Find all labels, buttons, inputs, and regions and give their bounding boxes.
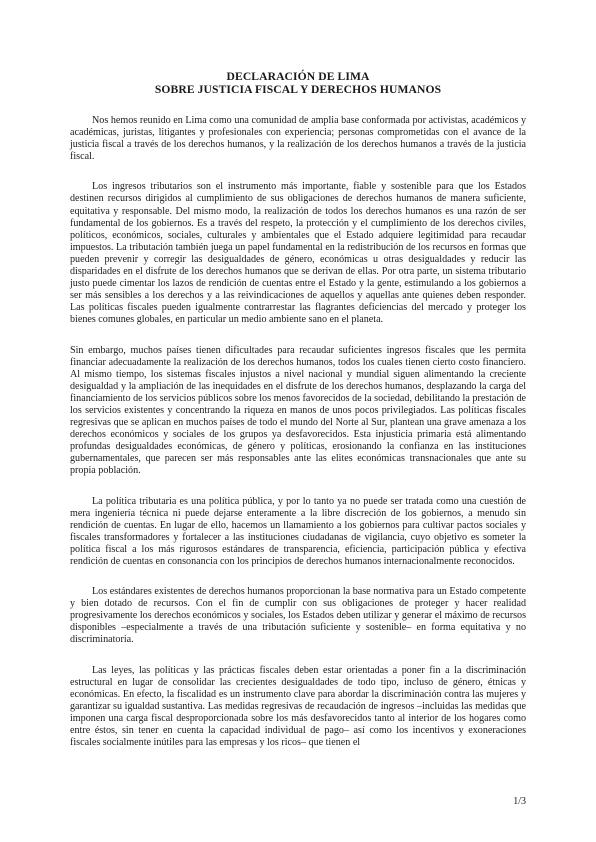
- paragraph-tax-policy: La política tributaria es una política pública, y por lo tanto ya no puede ser tratada como una cuestión de mera ingeniería técnica ni puede dejarse enteramente a la libre discreción de los gobiernos, a menudo sin rendición de cuentas. En lugar de ello, hacemos un llamamiento a los gobiernos para cultivar pactos sociales y fiscales transformadores y fortalecer a las instituciones ciudadanas de vigilancia, cuyo objetivo es someter la política fiscal a los más rigurosos estándares de transparencia, eficiencia, participación pública y efectiva rendición de cuentas en consonancia con los principios de derechos humanos internacionalmente reconocidos.: [70, 495, 526, 567]
- document-header: [0, 70, 596, 96]
- document-title: DECLARACIÓN DE LIMA: [226, 70, 370, 83]
- paragraph-standards: Los estándares existentes de derechos humanos proporcionan la base normativa para un Estado competente y bien dotado de recursos. Con el fin de cumplir con sus obligaciones de proteger y hacer realidad progresivamente los derechos económicos y sociales, los Estados deben utilizar y generar el máximo de recursos disponibles –especialmente a través de una tributación suficiente y sostenible– en forma equitativa y no discriminatoria.: [70, 586, 526, 646]
- paragraph-intro: Nos hemos reunido en Lima como una comunidad de amplia base conformada por activistas, académicos y académicas, juristas, litigantes y profesionales con experiencia; personas comprometidas con el avance de la justicia fiscal a través de los derechos humanos, y la realización de los derechos humanos a través de la justicia fiscal.: [70, 115, 526, 163]
- paragraph-difficulties: Sin embargo, muchos países tienen dificultades para recaudar suficientes ingresos fiscales que les permita financiar adecuadamente la realización de los derechos humanos, todos los cuales tienen cierto costo financiero. Al mismo tiempo, los sistemas fiscales injustos a nivel nacional y mundial siguen alimentando la creciente desigualdad y la ampliación de las inequidades en el disfrute de los derechos humanos, desplazando la carga del financiamiento de los servicios públicos sobre los menos favorecidos de la sociedad, debilitando la prestación de los servicios existentes y concentrando la riqueza en manos de unos pocos privilegiados. Las políticas fiscales regresivas que se aplican en muchos países de todo el mundo del Norte al Sur, plantean una grave amenaza a los derechos económicos y sociales de los grupos ya desfavorecidos. Esta injusticia primaria está alimentando profundas desigualdades económicas, de género y políticas, erosionando la confianza en las instituciones gubernamentales, que parecen ser más responsables ante las elites económicas transnacionales que ante su propia población.: [70, 344, 526, 477]
- paragraph-laws: Las leyes, las políticas y las prácticas fiscales deben estar orientadas a poner fin a la discriminación estructural en lugar de consolidar las crecientes desigualdades de todo tipo, incluso de género, étnicas y económicas. En efecto, la fiscalidad es un instrumento clave para abordar la discriminación contra las mujeres y garantizar su igualdad sustantiva. Las medidas regresivas de recaudación de ingresos –incluidas las medidas que imponen una carga fiscal desproporcionada sobre los más desfavorecidos tanto al interior de los hogares como entre éstos, sin tener en cuenta la capacidad individual de pago– así como los incentivos y exoneraciones fiscales socialmente inútiles para las empresas y los ricos– que tienen el: [70, 664, 526, 749]
- document-subtitle: SOBRE JUSTICIA FISCAL Y DERECHOS HUMANOS: [154, 83, 442, 96]
- page-number: 1/3: [513, 796, 526, 807]
- document-body: [70, 115, 526, 767]
- paragraph-tax-revenue: Los ingresos tributarios son el instrumento más importante, fiable y sostenible para que los Estados destinen recursos dirigidos al cumplimiento de sus obligaciones de derechos humanos de manera suficiente, equitativa y responsable. Del mismo modo, la realización de todos los derechos humanos es una razón de ser fundamental de los gobiernos. Es a través del respeto, la protección y el cumplimiento de los derechos civiles, políticos, económicos, sociales, culturales y ambientales que el Estado adquiere legitimidad para recaudar impuestos. La tributación también juega un papel fundamental en la redistribución de los recursos en formas que pueden prevenir y corregir las desigualdades de género, económicas u otras desigualdades y reducir las disparidades en el disfrute de los derechos humanos que se derivan de ellas. Por otra parte, un sistema tributario justo puede cimentar los lazos de rendición de cuentas entre el Estado y la gente, estimulando a los gobiernos a ser más sensibles a los derechos y a las reivindicaciones de aquellos y aquellas ante quienes deben responder. Las políticas fiscales pueden igualmente contrarrestar las flagrantes deficiencias del mercado y proteger los bienes comunes globales, en particular un medio ambiente sano en el planeta.: [70, 181, 526, 326]
